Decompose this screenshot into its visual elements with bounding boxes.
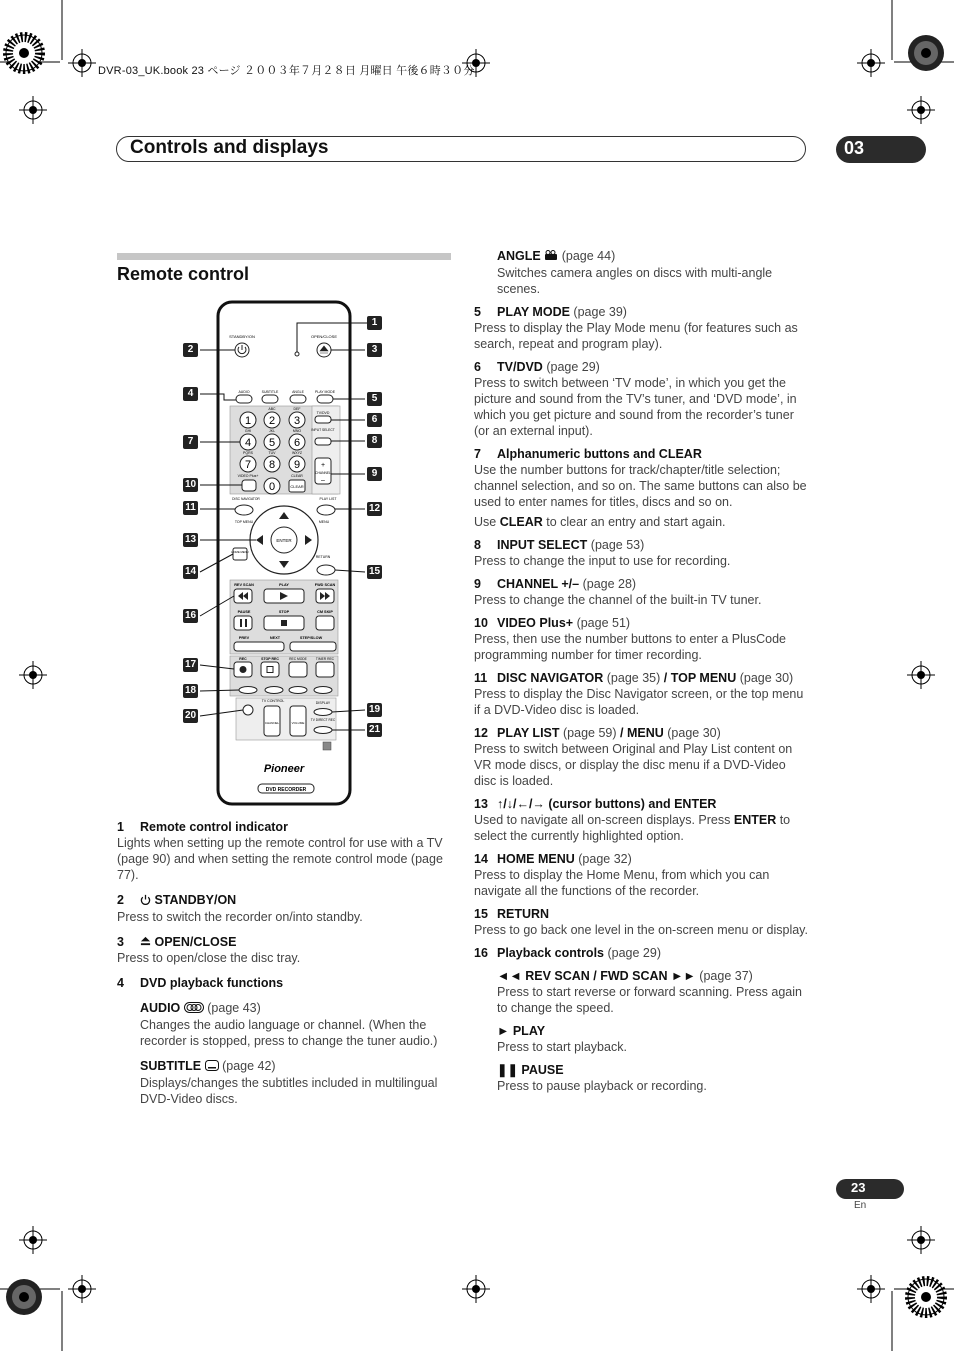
callout-5: 5 [367,392,382,406]
letters-6: MNO [292,429,302,433]
item-title: VIDEO Plus+ [497,615,574,630]
callout-21: 21 [368,724,381,735]
item-7 [474,446,810,530]
control-page: (page 37) [699,968,753,983]
item-page: (page 28) [582,576,637,591]
item-4 [117,975,451,991]
item-title: Remote control indicator [140,820,288,834]
item-desc: Press to display the Home Menu, from which you can navigate all the functions of the recorder. [474,867,770,898]
control-desc: Press to start reverse or forward scanning. Press again to change the speed. [497,984,802,1015]
callout-15: 15 [368,566,381,577]
svg-text:+: + [320,462,326,469]
playback-pause [474,1062,810,1094]
subtitle-icon [205,1059,219,1075]
control-desc: Press to start playback. [497,1039,627,1054]
extra-bold: CLEAR [499,514,543,529]
label-video-plus: VIDEO Plus+ [237,474,259,478]
callout-1: 1 [367,316,382,330]
stop-icon [281,620,287,626]
callout-19: 19 [368,704,381,715]
label-play-list: PLAY LIST [319,497,337,501]
audio-icon [184,1001,204,1017]
item-page: (page 35) [606,670,661,685]
item-8 [474,537,810,569]
callout-11: 11 [183,501,198,515]
item-page: (page 32) [578,851,632,866]
svg-text:–: – [321,477,325,484]
remote-indicator [295,352,299,356]
function-title: SUBTITLE [140,1059,202,1074]
callout-20: 20 [184,710,197,721]
dvd-function-subtitle [117,1058,451,1107]
item-num: 7 [474,446,481,461]
item-num: 5 [474,304,481,319]
desc-post: to select the currently highlighted option. [474,812,791,843]
callout-12: 12 [368,503,381,514]
item-num: 16 [474,945,488,960]
item-page: (page 51) [576,615,631,630]
function-desc: Displays/changes the subtitles included in multilingual DVD-Video discs. [140,1075,438,1106]
item-desc: Press to change the channel of the built-in TV tuner. [474,592,762,607]
control-title: ◄◄ REV SCAN / FWD SCAN ►► [497,968,696,983]
label-top-menu: TOP MENU [234,520,254,524]
key-5: 5 [268,437,276,449]
key-2: 2 [268,415,276,427]
item-page: (page 29) [546,359,600,374]
chapter-title: Controls and displays [130,137,329,158]
item-num: 2 [117,893,124,907]
label-subtitle: SUBTITLE [261,390,279,394]
item-num: 12 [474,725,488,740]
desc-bold: ENTER [733,812,777,827]
item-title: PLAY LIST [497,725,560,740]
label-next: NEXT [269,636,281,640]
label-fwd-scan: FWD SCAN [314,583,336,587]
item-desc: Press to go back one level in the on-screen menu or display. [474,922,808,937]
language-code: En [854,1200,867,1211]
callout-13: 13 [184,534,197,545]
label-open-close: OPEN/CLOSE [310,334,338,339]
right-column [474,248,810,1094]
item-title: STANDBY/ON [154,893,237,907]
label-standby: STANDBY/ON [229,334,255,339]
letters-9: WXYZ [291,451,303,455]
item-num: 4 [117,976,124,991]
item-page: (page 53) [590,537,645,552]
item-num: 10 [474,615,488,630]
label-channel: CHANNEL [315,471,331,475]
section-bar [117,253,451,260]
key-4: 4 [244,437,252,449]
item-12 [474,725,810,789]
item-desc: Press to switch the recorder on/into standby. [117,909,363,924]
item-2 [117,892,451,925]
item-desc: Press to open/close the disc tray. [117,951,301,966]
item-page: (page 29) [607,945,661,960]
label-volume: VOLUME [291,721,305,725]
item-num: 3 [117,934,124,949]
key-6: 6 [293,437,301,449]
item-5 [474,304,810,352]
callout-6: 6 [367,413,382,427]
item-11 [474,670,810,718]
section-title: Remote control [117,264,250,284]
letters-5: JKL [268,429,276,433]
item-title: PLAY MODE [497,304,570,319]
item-desc: Use the number buttons for track/chapter/title selection; channel selection, and so on. The same buttons can also be used to enter names for titles, discs and so on. [474,462,807,509]
label-channel-2: CHANNEL [264,721,280,725]
item-title: TV/DVD [497,359,543,374]
label-play-mode: PLAY MODE [314,390,336,394]
item-title: RETURN [497,906,550,921]
item-15 [474,906,810,938]
item-page-2: (page 30) [739,670,794,685]
control-title: ❚❚ PAUSE [497,1062,564,1077]
enter-label: ENTER [276,538,292,543]
control-title: ► PLAY [497,1023,546,1038]
function-title: AUDIO [140,1001,181,1016]
item-num: 8 [474,537,481,552]
item-num: 14 [474,851,488,866]
playback-play [474,1023,810,1055]
callout-14: 14 [184,566,197,577]
item-num: 9 [474,576,481,591]
label-stop: STOP [278,610,290,614]
key-9: 9 [293,459,301,471]
callout-10: 10 [184,479,197,490]
item-title: DVD playback functions [140,976,284,991]
label-cm-skip: CM SKIP [317,610,333,614]
item-page-2: (page 30) [667,725,721,740]
item-title: ↑/↓/←/→ (cursor buttons) and ENTER [497,796,717,811]
label-menu: MENU [318,520,330,524]
callout-4: 4 [183,387,198,401]
item-num: 13 [474,796,488,811]
page-number-tab [836,1179,904,1199]
item-title: Playback controls [497,945,604,960]
clear-button-label: CLEAR [290,484,304,489]
key-8: 8 [268,459,276,471]
label-timer-rec: TIMER REC [315,657,335,661]
item-desc: Press, then use the number buttons to enter a PlusCode programming number for timer recording. [474,631,786,662]
label-disc-navigator: DISC NAVIGATOR [232,497,260,501]
item-num: 1 [117,820,124,834]
label-step-slow: STEP/SLOW [299,636,323,640]
callout-7: 7 [183,435,198,449]
item-desc: Press to switch between Original and Play List content on VR mode discs, or display the disc menu if a DVD-Video disc is loaded. [474,741,793,788]
key-3: 3 [293,415,301,427]
item-title: INPUT SELECT [497,537,588,552]
item-title: HOME MENU [497,851,575,866]
callout-8: 8 [367,434,382,448]
eject-icon [140,934,151,950]
extra-pre: Use [474,514,500,529]
label-prev: PREV [238,636,250,640]
item-num: 15 [474,906,488,921]
item-desc: Press to display the Play Mode menu (for features such as search, repeat and program play). [474,320,798,351]
standby-icon [140,893,151,909]
function-page: (page 42) [222,1059,276,1074]
item-title: Alphanumeric buttons and CLEAR [497,446,702,461]
item-6 [474,359,810,439]
dvd-function-audio [117,1000,451,1049]
key-7: 7 [244,459,252,471]
letters-3: DEF [293,407,301,411]
item-num: 6 [474,359,481,374]
item-desc: Press to switch between ‘TV mode’, in which you get the picture and sound from the TV’s tuner, and ‘DVD mode’, in which you get picture and sound from the recorder’s tuner (or an external input). [474,375,797,438]
control-desc: Press to pause playback or recording. [497,1078,707,1093]
left-column [117,819,451,1107]
remote-brand-logo: Pioneer [263,763,305,775]
label-audio: AUDIO [238,390,250,394]
callout-3: 3 [367,343,382,357]
label-angle: ANGLE [292,390,304,394]
print-header: DVR-03_UK.book 23 ページ ２００３年７月２８日 月曜日 午後６時３０分 [98,65,475,77]
item-num: 11 [474,670,488,685]
label-tv-control: TV CONTROL [261,699,285,703]
item-3 [117,934,451,967]
label-rev-scan: REV SCAN [234,583,254,587]
function-page: (page 44) [561,249,616,263]
angle-icon [544,249,558,265]
label-rec: REC [239,657,247,661]
callout-9: 9 [367,467,382,481]
item-desc: Press to change the input to use for recording. [474,553,731,568]
item-9 [474,576,810,608]
item-1 [117,819,451,883]
extra-post: to clear an entry and start again. [542,514,726,529]
key-0: 0 [268,481,276,493]
label-pause: PAUSE [237,610,251,614]
item-title-2: / TOP MENU [663,670,737,685]
function-desc: Switches camera angles on discs with multi-angle scenes. [497,265,773,296]
item-10 [474,615,810,663]
rec-icon [240,666,247,673]
letters-2: ABC [268,407,276,411]
item-desc: Lights when setting up the remote control for use with a TV (page 90) and when setting the remote control mode (page 77). [117,836,443,882]
playback-scan [474,968,810,1016]
page-number: 23 [851,1180,866,1195]
function-desc: Changes the audio language or channel. (When the recorder is stopped, press to change the tuner audio.) [140,1018,438,1049]
item-14 [474,851,810,899]
callout-2: 2 [183,343,198,357]
label-stop-rec: STOP REC [261,657,279,661]
desc-pre: Used to navigate all on-screen displays. Press [474,812,734,827]
letters-8: TUV [268,451,276,455]
item-16 [474,945,810,961]
callout-18: 18 [184,685,197,696]
label-clear: CLEAR [291,474,303,478]
item-page: (page 39) [573,304,627,319]
item-title: DISC NAVIGATOR [497,670,604,685]
label-rec-mode: REC MODE [289,657,307,661]
item-desc [474,812,810,844]
letters-7: PQRS [243,451,253,455]
label-tv-dvd: TV/DVD [316,411,330,415]
dvd-function-angle [474,248,810,297]
callout-16: 16 [184,610,197,621]
item-title: CHANNEL +/– [497,576,580,591]
label-return: RETURN [315,555,331,559]
label-tv-direct-rec: TV DIRECT REC [310,718,336,722]
item-title-2: / MENU [620,725,664,740]
item-title: OPEN/CLOSE [154,934,237,949]
item-page: (page 59) [563,725,617,740]
chapter-number: 03 [844,138,865,158]
callout-17: 17 [184,659,197,670]
label-play: PLAY [279,583,289,587]
item-extra [474,514,810,530]
label-home-menu: HOME MENU [231,550,249,554]
label-input-select: INPUT SELECT [311,428,335,432]
item-13 [474,796,810,844]
key-1: 1 [244,415,252,427]
item-desc: Press to display the Disc Navigator screen, or the top menu if a DVD-Video disc is loaded. [474,686,804,717]
remote-model: DVD RECORDER [265,787,307,793]
function-title: ANGLE [497,249,541,263]
function-page: (page 43) [207,1001,261,1016]
label-display: DISPLAY [315,701,331,705]
letters-4: GHI [244,429,252,433]
